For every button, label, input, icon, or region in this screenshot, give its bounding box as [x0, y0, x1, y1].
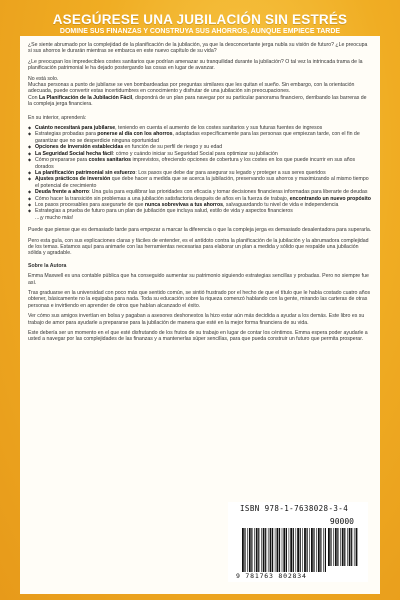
barcode-bar [333, 528, 334, 566]
barcode-bar [279, 528, 280, 572]
barcode-bar [258, 528, 259, 572]
learn-list-item [28, 131, 372, 144]
barcode-bar [335, 528, 337, 566]
barcode-bar [337, 528, 338, 566]
barcode-bar [290, 528, 292, 572]
barcode-bars-addon [328, 528, 358, 566]
about-heading: Sobre la Autora [28, 262, 67, 269]
barcode-bar [270, 528, 272, 572]
barcode-bar [265, 528, 266, 572]
bullet-text: , adaptadas específicamente para las personas que empiezan tarde, con el fin de garantizar que no se desperdicie ninguna oportunidad [35, 131, 360, 144]
intro-paragraph-1: ¿Se siente abrumado por la complejidad de la planificación de la jubilación, ya que la desconcertante jerga nubla su visión de futuro? ¿Le preocupa si sus ahorros le durarán mientras se embarca en este nuevo capítulo de su vida? [28, 42, 368, 55]
bullet-text: , salvaguardando tu nivel de vida e independencia [223, 201, 339, 208]
barcode-bar [318, 528, 320, 572]
intro-line-c-post: , dispondrá de un plan para navegar por su particular panorama financiero, derribando las barreras de la compleja jerga financiera. [28, 94, 367, 108]
barcode-bar [330, 528, 331, 566]
barcode-bar [256, 528, 258, 572]
isbn-text: ISBN 978-1-7638028-3-4 [240, 504, 349, 513]
barcode-bar [342, 528, 344, 566]
barcode-bar [323, 528, 324, 572]
intro-line-b: Muchas personas a punto de jubilarse se ven bombardeadas por preguntas similares que les quitan el sueño. Sin embargo, con la orientación adecuada, puede convertir estas incertidumbres en conocimiento y disfrutar de una jubilación sin preocupaciones. [28, 82, 355, 95]
learn-list-item [28, 157, 372, 170]
about-paragraph-4: Este debería ser un momento en el que esté disfrutando de los frutos de su trabajo en lugar de contar los céntimos. Emma espera poder ayudarle a usted a navegar por las complejidades de las finanzas y a mantenerlas súper sencillas, para que pueda construir un futuro que permita prosperar. [28, 330, 368, 343]
barcode-bar [282, 528, 283, 572]
barcode-bar [249, 528, 251, 572]
barcode-bars-main [242, 528, 326, 572]
bullet-pre: Cómo prepararse para [35, 157, 89, 164]
barcode-bar [297, 528, 299, 572]
intro-paragraph-3 [28, 76, 372, 108]
barcode-bar [304, 528, 306, 572]
bullet-bold: La Seguridad Social hecha fácil [35, 150, 113, 157]
closing-paragraph-2: Pero esta guía, con sus explicaciones claras y fáciles de entender, es el antídoto contra la planificación de la jubilación y la abrumadora complejidad de los temas. Estamos aquí para animarle con las herramientas necesarias para elaborar un plan a medida y sólido que respalde una jubilación sólida y agradable. [28, 237, 369, 257]
barcode-bar [296, 528, 297, 572]
barcode-block [228, 502, 368, 582]
barcode-bar [254, 528, 255, 572]
bullet-bold: Ajustes prácticos de inversión [35, 176, 111, 183]
learn-list [28, 125, 372, 215]
bullet-bold: Opciones de inversión establecidas [35, 144, 124, 151]
bullet-bold: encontrando un nuevo propósito [289, 195, 371, 202]
bullet-bold: ponerse al día con los ahorros [97, 131, 173, 138]
barcode-bar [351, 528, 352, 566]
about-paragraph-3: Ver cómo sus amigos invertían en bolsa y pagaban a asesores deshonestos la hizo estar aún más decidida a ayudar a los demás. Este libro es su trabajo de amor para ayudarle a prepararse para la jubilación de manera que esté en la mejor forma financiera de su vida. [28, 313, 365, 326]
barcode-bar [272, 528, 273, 572]
learn-list-item [28, 208, 372, 214]
about-paragraph-1: Emma Maxwell es una contable pública que ha conseguido aumentar su patrimonio siguiendo estrategias sencillas y probadas. Pero no siempre fue así. [28, 273, 369, 286]
barcode-bar [293, 528, 294, 572]
barcode-bar [313, 528, 314, 572]
list-end: ...¡y mucho más! [35, 214, 74, 221]
bullet-text: : Los pasos que debe dar para asegurar su legado y proteger a sus seres queridos [135, 169, 326, 176]
barcode-bar [354, 528, 355, 566]
barcode-bar [320, 528, 321, 572]
barcode-bar [302, 528, 303, 572]
barcode-bar [277, 528, 279, 572]
barcode-bar [316, 528, 317, 572]
bullet-pre: Cómo hacer la transición sin problemas a una jubilación satisfactoria después de años en la fuerza de trabajo, [35, 195, 290, 202]
barcode-bar [247, 528, 248, 572]
barcode-bar [347, 528, 348, 566]
barcode-bar [251, 528, 252, 572]
cover-header [0, 0, 400, 35]
barcode-bar [268, 528, 269, 572]
intro-line-a: No está solo. [28, 75, 59, 82]
bullet-text: : Una guía para equilibrar las prioridades con eficacia y tomar decisiones financieras informadas para liberarte de deudas [88, 189, 368, 196]
barcode-bar [344, 528, 345, 566]
about-paragraph-2: Tras graduarse en la universidad con poco más que sentido común, se sintió frustrado por el hecho de que el título que le había costado cuatro años obtener, básicamente no la equipaba para nada. Toda su educación sobre la riqueza comenzó hablando con la gente, mirando las carteras de otras personas e invirtiendo en aprender de otros que habían alcanzado el éxito. [28, 290, 371, 309]
bullet-pre: Estrategias a prueba de futuro para un plan de jubilación que incluya salud, estilo de vida y aspectos financieros [35, 208, 293, 215]
barcode-bar [328, 528, 330, 566]
barcode-bar [263, 528, 265, 572]
barcode-bar [244, 528, 245, 572]
learn-list-item [28, 176, 372, 189]
bullet-bold: Cuánto necesitará para jubilarse [35, 125, 116, 132]
closing-paragraph-1: Puede que piense que es demasiado tarde para empezar a marcar la diferencia o que la compleja jerga es demasiado desalentadora para superarla. [28, 227, 372, 234]
barcode-bar [289, 528, 290, 572]
book-subtitle: DOMINE SUS FINANZAS Y CONSTRUYA SUS AHORROS, AUNQUE EMPIECE TARDE [59, 28, 341, 35]
barcode-bar [311, 528, 313, 572]
ean-number: 9 781763 802834 [236, 572, 307, 580]
barcode-bar [261, 528, 262, 572]
bullet-pre: Los pasos procesables para asegurarte de que [35, 201, 145, 208]
barcode-bar [309, 528, 310, 572]
bullet-text: en función de su perfil de riesgo y su edad [123, 144, 223, 151]
barcode-bar [349, 528, 351, 566]
list-intro: En su interior, aprenderá: [28, 114, 87, 121]
intro-paragraph-2: ¿Le preocupan los impredecibles costes sanitarios que podrían amenazar su tranquilidad durante la jubilación? O tal vez la intrincada trama de la planificación patrimonial le ha dejado postergando las cosas en lugar de avanzar. [28, 58, 363, 72]
price-code: 90000 [329, 517, 354, 526]
bullet-bold: nunca sobrevivas a tus ahorros [144, 201, 224, 208]
bullet-text: imprevistos, ofreciendo opciones de cobertura y los costes en los que puede incurrir en sus años dorados [35, 157, 356, 170]
barcode-bar [275, 528, 276, 572]
barcode-bar [242, 528, 244, 572]
book-title: ASEGÚRESE UNA JUBILACIÓN SIN ESTRÉS [52, 12, 348, 27]
bullet-pre: Estrategias probadas para [35, 131, 98, 138]
barcode-bar [300, 528, 301, 572]
barcode-bar [325, 528, 326, 572]
barcode-bar [307, 528, 308, 572]
bullet-text: : cómo y cuándo iniciar su Seguridad Social para optimizar su jubilación [112, 150, 278, 157]
barcode-bar [283, 528, 285, 572]
barcode-bar [286, 528, 287, 572]
bullet-bold: Deuda frente a ahorro [35, 189, 89, 196]
bullet-text: , teniendo en cuenta el aumento de los costes sanitarios y sus futuras fuentes de ingresos [115, 125, 323, 132]
bullet-bold: costes sanitarios [88, 157, 132, 164]
book-name-bold: La Planificación de la Jubilación Fácil [38, 94, 133, 101]
barcode-bar [356, 528, 358, 566]
bullet-text: que debe hacer a medida que se acerca la jubilación, preservando sus ahorros y maximizando al mismo tiempo el potencial de crecimiento [35, 176, 369, 189]
intro-line-c-pre: Con [28, 94, 39, 101]
barcode-bar [340, 528, 341, 566]
bullet-bold: La planificación patrimonial sin esfuerzo [35, 169, 136, 176]
